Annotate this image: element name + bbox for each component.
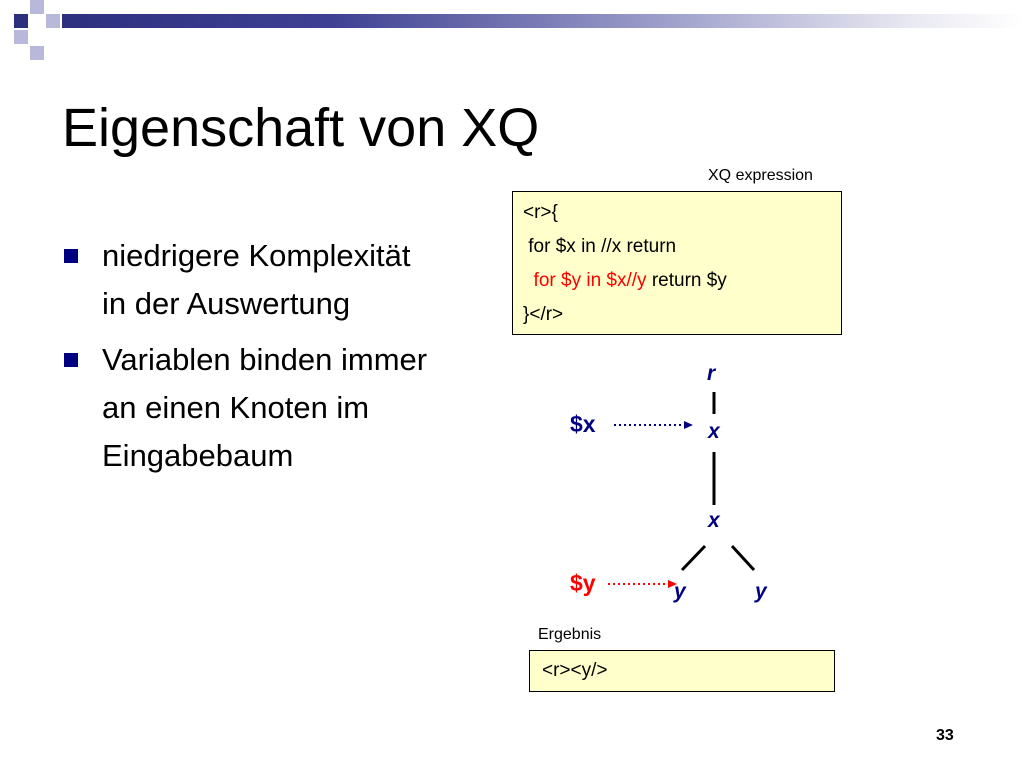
slide-title: Eigenschaft von XQ [62,98,540,158]
expression-label: XQ expression [708,167,813,184]
tree-node-x: x [708,509,720,532]
code-line: <r>{ [523,202,558,223]
tree-node-y: y [755,580,767,603]
bullet-text: Variablen binden immer an einen Knoten im Eingabebaum [102,342,428,473]
result-value: <r><y/> [542,660,608,681]
tree-node-r: r [707,362,716,385]
tree-node-x: x [708,420,720,443]
page-number: 33 [936,727,954,744]
variable-y-label: $y [570,570,596,596]
code-highlight: for $y in $x//y [523,270,647,291]
result-box [529,650,835,692]
code-line: for $x in //x return [523,236,677,257]
edge-x-y-left [682,546,705,570]
result-label: Ergebnis [538,626,602,643]
tree-node-y: y [674,580,686,603]
edge-x-y-right [732,546,754,570]
code-text: return $y [646,270,727,291]
bullet-text: niedrigere Komplexität in der Auswertung [102,238,411,321]
variable-x-label: $x [570,411,596,437]
code-line: }</r> [523,304,564,325]
